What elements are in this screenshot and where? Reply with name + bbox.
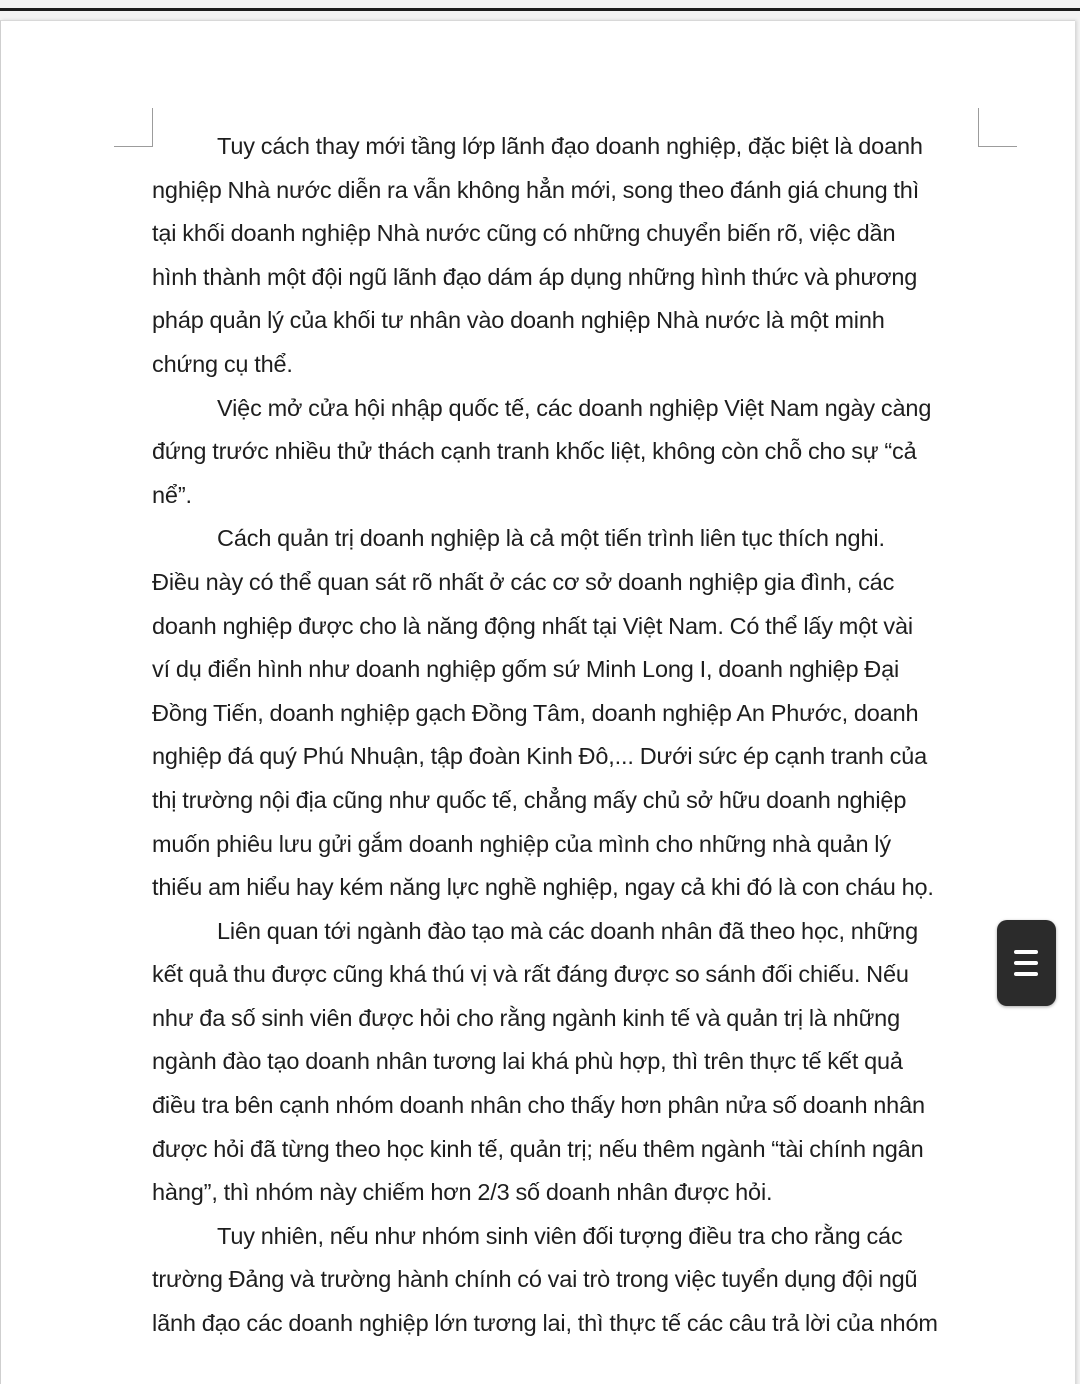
text-line: ví dụ điển hình như doanh nghiệp gốm sứ Minh Long I, doanh nghiệp Đại [152, 656, 900, 683]
margin-corner-top-right [978, 108, 1017, 147]
text-line: nể”. [152, 481, 192, 508]
text-line: nghiệp đá quý Phú Nhuận, tập đoàn Kinh Đô,... Dưới sức ép cạnh tranh của [152, 743, 928, 770]
text-line: muốn phiêu lưu gửi gắm doanh nghiệp của mình cho những nhà quản lý [152, 830, 891, 857]
text-line: điều tra bên cạnh nhóm doanh nhân cho thấy hơn phân nửa số doanh nhân [152, 1092, 925, 1119]
text-line: Tuy nhiên, nếu như nhóm sinh viên đối tượng điều tra cho rằng các [217, 1222, 903, 1249]
text-line: như đa số sinh viên được hỏi cho rằng ngành kinh tế và quản trị là những [152, 1004, 900, 1031]
paragraph [152, 910, 970, 1215]
top-border-line [0, 8, 1080, 11]
text-line: lãnh đạo các doanh nghiệp lớn tương lai, thì thực tế các câu trả lời của nhóm [152, 1310, 938, 1337]
text-line: doanh nghiệp được cho là năng động nhất tại Việt Nam. Có thể lấy một vài [152, 612, 913, 639]
text-line: thiếu am hiểu hay kém năng lực nghề nghiệp, ngay cả khi đó là con cháu họ. [152, 874, 934, 901]
paragraph [152, 1215, 970, 1346]
text-line: kết quả thu được cũng khá thú vị và rất đáng được so sánh đối chiếu. Nếu [152, 961, 909, 988]
text-line: tại khối doanh nghiệp Nhà nước cũng có những chuyển biến rõ, việc dần [152, 220, 896, 247]
document-text [152, 125, 970, 1346]
text-line: Tuy cách thay mới tầng lớp lãnh đạo doanh nghiệp, đặc biệt là doanh [217, 133, 923, 159]
text-line: pháp quản lý của khối tư nhân vào doanh nghiệp Nhà nước là một minh [152, 307, 885, 334]
text-line: chứng cụ thể. [152, 350, 293, 377]
text-line: Đồng Tiến, doanh nghiệp gạch Đồng Tâm, doanh nghiệp An Phước, doanh [152, 699, 919, 726]
text-line: được hỏi đã từng theo học kinh tế, quản trị; nếu thêm ngành “tài chính ngân [152, 1135, 924, 1162]
paragraph [152, 517, 970, 909]
text-line: hình thành một đội ngũ lãnh đạo dám áp dụng những hình thức và phương [152, 263, 918, 290]
margin-corner-top-left [114, 108, 153, 147]
hamburger-menu-icon [1014, 947, 1038, 979]
fast-scroll-handle[interactable] [997, 920, 1056, 1006]
text-line: nghiệp Nhà nước diễn ra vẫn không hẳn mới, song theo đánh giá chung thì [152, 176, 920, 203]
text-line: Cách quản trị doanh nghiệp là cả một tiến trình liên tục thích nghi. [217, 525, 885, 552]
text-line: Việc mở cửa hội nhập quốc tế, các doanh nghiệp Việt Nam ngày càng [217, 394, 932, 421]
paragraph [152, 125, 970, 387]
text-line: Liên quan tới ngành đào tạo mà các doanh nhân đã theo học, những [217, 917, 919, 944]
paragraph [152, 387, 970, 518]
text-line: Điều này có thể quan sát rõ nhất ở các cơ sở doanh nghiệp gia đình, các [152, 568, 895, 595]
text-line: ngành đào tạo doanh nhân tương lai khá phù hợp, thì trên thực tế kết quả [152, 1048, 903, 1075]
text-line: trường Đảng và trường hành chính có vai trò trong việc tuyển dụng đội ngũ [152, 1266, 918, 1293]
text-line: thị trường nội địa cũng như quốc tế, chẳng mấy chủ sở hữu doanh nghiệp [152, 786, 907, 813]
text-line: đứng trước nhiều thử thách cạnh tranh khốc liệt, không còn chỗ cho sự “cả [152, 438, 917, 465]
text-line: hàng”, thì nhóm này chiếm hơn 2/3 số doanh nhân được hỏi. [152, 1179, 773, 1206]
